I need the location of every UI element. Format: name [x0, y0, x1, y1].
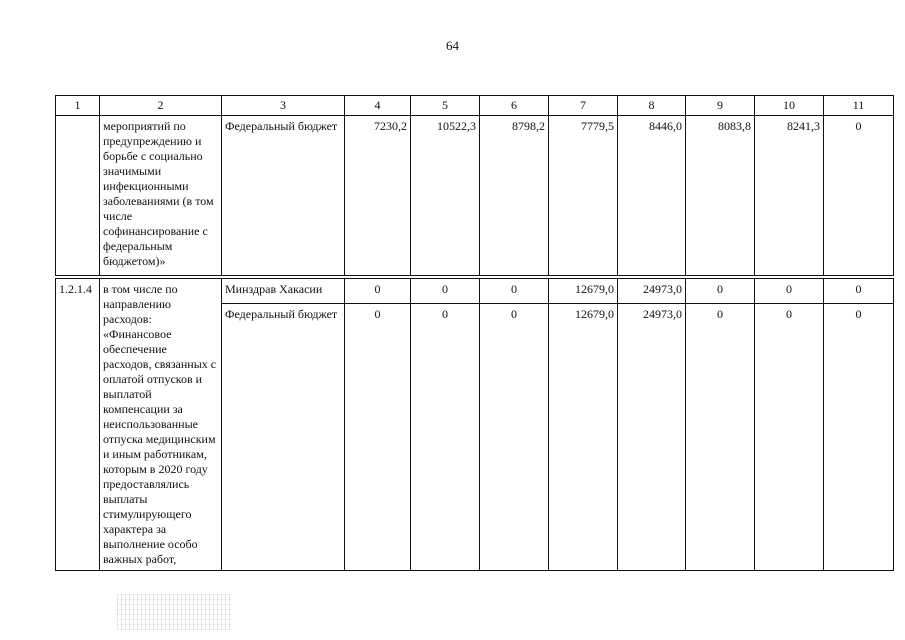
value-cell: 0	[824, 303, 894, 571]
row-source: Федеральный бюджет	[222, 116, 345, 276]
header-cell: 11	[824, 96, 894, 116]
header-cell: 4	[345, 96, 411, 116]
value-cell: 8241,3	[755, 116, 824, 276]
header-cell: 5	[411, 96, 480, 116]
value-cell: 7779,5	[549, 116, 618, 276]
table-row	[56, 279, 894, 304]
value-cell: 0	[480, 279, 549, 304]
stamp-mark	[117, 594, 231, 630]
value-cell: 0	[824, 279, 894, 304]
table-row	[56, 116, 894, 276]
value-cell: 0	[824, 116, 894, 276]
row-source: Минздрав Хакасии	[222, 279, 345, 304]
value-cell: 0	[686, 303, 755, 571]
value-cell: 0	[755, 303, 824, 571]
row-description: в том числе по направлению расходов: «Финансовое обеспечение расходов, связанных с оплатой отпусков и выплатой компенсации за неиспользованные отпуска медицинским и иным работникам, которым в 2020 году предоставлялись выплаты стимулирующего характера за выполнение особо важных работ,	[100, 279, 222, 571]
header-cell: 8	[618, 96, 686, 116]
header-cell: 2	[100, 96, 222, 116]
row-source: Федеральный бюджет	[222, 303, 345, 571]
table-header-row	[56, 96, 894, 116]
value-cell: 0	[686, 279, 755, 304]
value-cell: 0	[480, 303, 549, 571]
value-cell: 0	[411, 303, 480, 571]
value-cell: 10522,3	[411, 116, 480, 276]
row-code: 1.2.1.4	[56, 279, 100, 571]
row-description: мероприятий по предупреждению и борьбе с социально значимыми инфекционными заболеваниями (в том числе софинансирование с федеральным бюджетом)»	[100, 116, 222, 276]
value-cell: 8798,2	[480, 116, 549, 276]
budget-table	[55, 95, 894, 571]
header-cell: 6	[480, 96, 549, 116]
header-cell: 1	[56, 96, 100, 116]
header-cell: 10	[755, 96, 824, 116]
value-cell: 0	[345, 279, 411, 304]
value-cell: 8083,8	[686, 116, 755, 276]
value-cell: 7230,2	[345, 116, 411, 276]
page-number: 64	[446, 38, 459, 53]
header-cell: 3	[222, 96, 345, 116]
header-cell: 9	[686, 96, 755, 116]
value-cell: 0	[411, 279, 480, 304]
value-cell: 24973,0	[618, 279, 686, 304]
value-cell: 8446,0	[618, 116, 686, 276]
value-cell: 12679,0	[549, 303, 618, 571]
value-cell: 12679,0	[549, 279, 618, 304]
value-cell: 0	[755, 279, 824, 304]
row-code	[56, 116, 100, 276]
value-cell: 24973,0	[618, 303, 686, 571]
header-cell: 7	[549, 96, 618, 116]
value-cell: 0	[345, 303, 411, 571]
